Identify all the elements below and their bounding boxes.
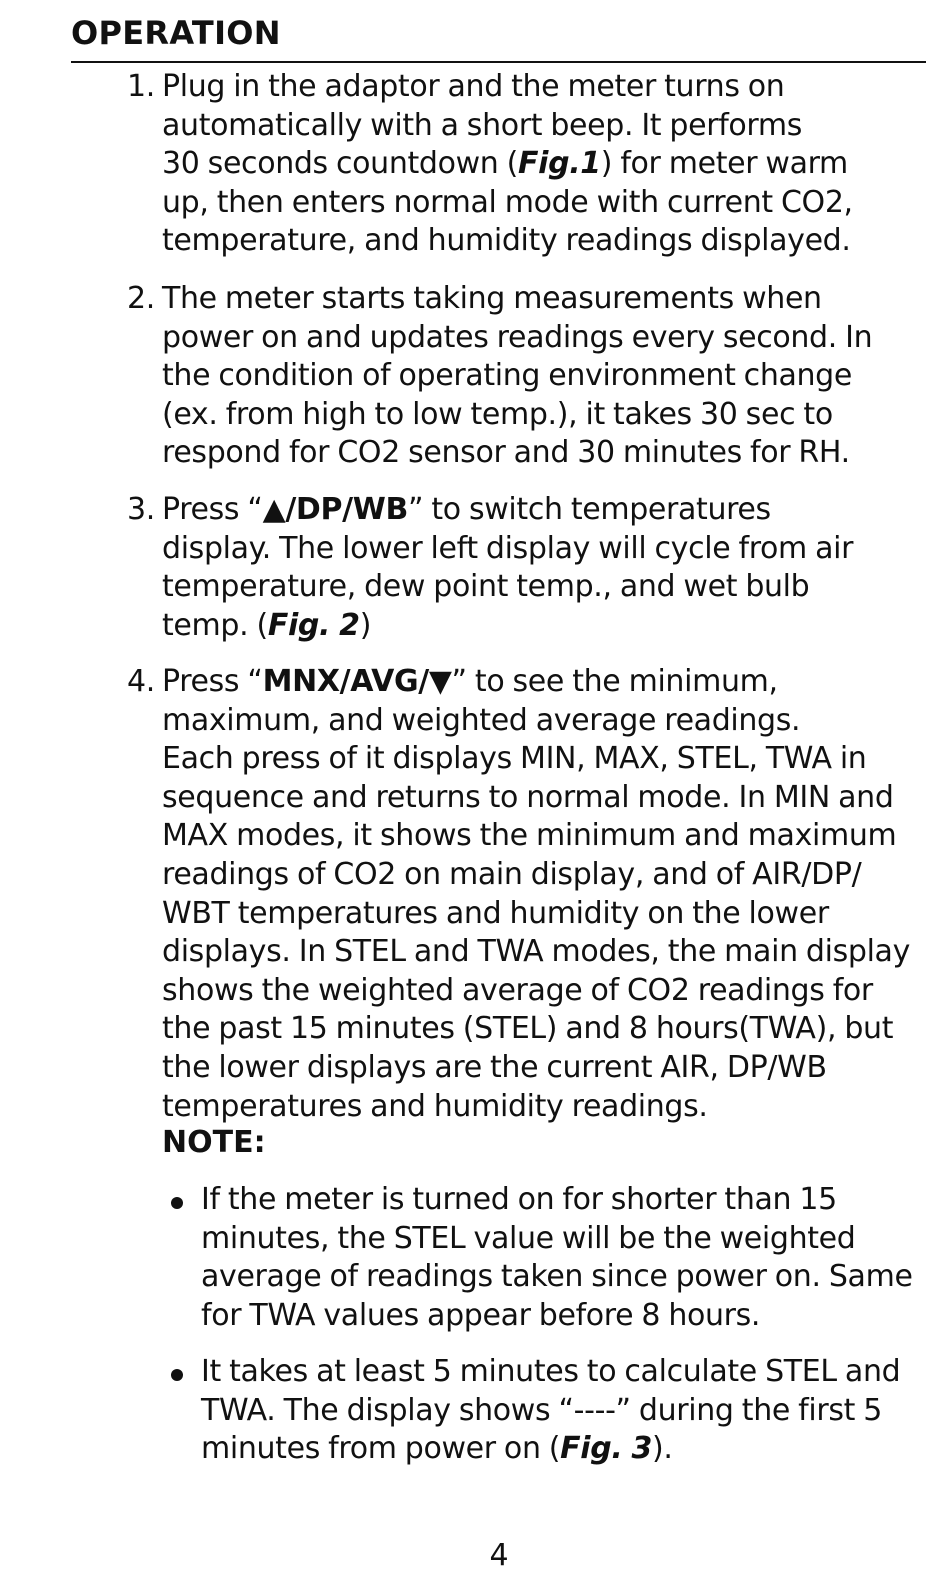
text-line: average of readings taken since power on. Same [201, 1259, 913, 1295]
text-line: temperature, dew point temp., and wet bulb [162, 569, 810, 605]
text-fragment: Press “ [162, 664, 263, 699]
step-number: 3. [127, 492, 155, 527]
text-line: minutes, the STEL value will be the weighted [201, 1220, 856, 1256]
figure-reference: Fig.1 [518, 146, 601, 182]
bullet-icon [171, 1197, 183, 1209]
text-line [201, 1430, 928, 1469]
step-number: 2. [127, 281, 155, 316]
page-number: 4 [489, 1538, 509, 1573]
text-line [162, 145, 927, 184]
step-number: 1. [127, 69, 155, 104]
text-fragment: ” to switch temperatures [407, 492, 771, 527]
text-line: temperature, and humidity readings displayed. [162, 223, 851, 259]
step-text [162, 280, 927, 473]
note-bullet-2 [168, 1353, 928, 1469]
text-line: MAX modes, it shows the minimum and maximum [162, 818, 897, 854]
text-line: maximum, and weighted average readings. [162, 702, 801, 738]
step-4 [127, 663, 927, 1126]
text-line: automatically with a short beep. It performs [162, 107, 803, 143]
note-text [201, 1353, 928, 1469]
text-line: the condition of operating environment change [162, 358, 852, 394]
note-bullet-1 [168, 1181, 928, 1335]
section-heading: OPERATION [71, 14, 281, 52]
step-3 [127, 491, 927, 645]
text-line [162, 607, 927, 646]
text-line: WBT temperatures and humidity on the lower [162, 895, 829, 931]
text-fragment: minutes from power on ( [201, 1431, 561, 1467]
text-line: respond for CO2 sensor and 30 minutes for RH. [162, 435, 850, 471]
text-line: Each press of it displays MIN, MAX, STEL, TWA in [162, 741, 867, 777]
note-text [201, 1181, 928, 1335]
text-fragment: ) for meter warm [600, 146, 848, 182]
text-line: It takes at least 5 minutes to calculate STEL and [201, 1354, 901, 1389]
text-line: (ex. from high to low temp.), it takes 30 sec to [162, 396, 833, 432]
note-label: NOTE: [162, 1125, 266, 1160]
step-text [162, 68, 927, 261]
figure-reference: Fig. 3 [560, 1431, 653, 1467]
text-line: for TWA values appear before 8 hours. [201, 1297, 761, 1333]
text-line: readings of CO2 on main display, and of AIR/DP/ [162, 856, 862, 892]
text-line: Plug in the adaptor and the meter turns on [162, 69, 785, 104]
text-fragment: 30 seconds countdown ( [162, 146, 518, 182]
text-line: The meter starts taking measurements when [162, 281, 822, 316]
step-1 [127, 68, 927, 261]
text-line: the past 15 minutes (STEL) and 8 hours(TWA), but [162, 1011, 894, 1047]
text-line: TWA. The display shows “----” during the first 5 [201, 1392, 882, 1428]
text-fragment: ” to see the minimum, [451, 664, 778, 699]
step-text [162, 491, 927, 645]
text-line [162, 491, 927, 530]
text-line: up, then enters normal mode with current CO2, [162, 184, 853, 220]
text-line: display. The lower left display will cycle from air [162, 530, 854, 566]
figure-reference: Fig. 2 [267, 607, 360, 643]
text-line: shows the weighted average of CO2 readings for [162, 972, 873, 1008]
text-line: power on and updates readings every second. In [162, 319, 873, 355]
text-line: the lower displays are the current AIR, DP/WB [162, 1049, 827, 1085]
text-line: displays. In STEL and TWA modes, the main display [162, 934, 910, 970]
heading-divider [71, 61, 926, 63]
text-line [162, 663, 927, 702]
bullet-icon [171, 1369, 183, 1381]
button-key-label: MNX/AVG/▼ [262, 664, 452, 699]
text-fragment: Press “ [162, 492, 263, 527]
text-fragment: temp. ( [162, 607, 268, 643]
text-line: sequence and returns to normal mode. In MIN and [162, 779, 894, 815]
text-line: If the meter is turned on for shorter than 15 [201, 1182, 837, 1217]
text-fragment: ). [652, 1431, 673, 1467]
step-text [162, 663, 927, 1126]
step-2 [127, 280, 927, 473]
text-line: temperatures and humidity readings. [162, 1088, 708, 1124]
button-key-label: ▲/DP/WB [262, 492, 408, 527]
text-fragment: ) [359, 607, 372, 643]
step-number: 4. [127, 664, 155, 699]
